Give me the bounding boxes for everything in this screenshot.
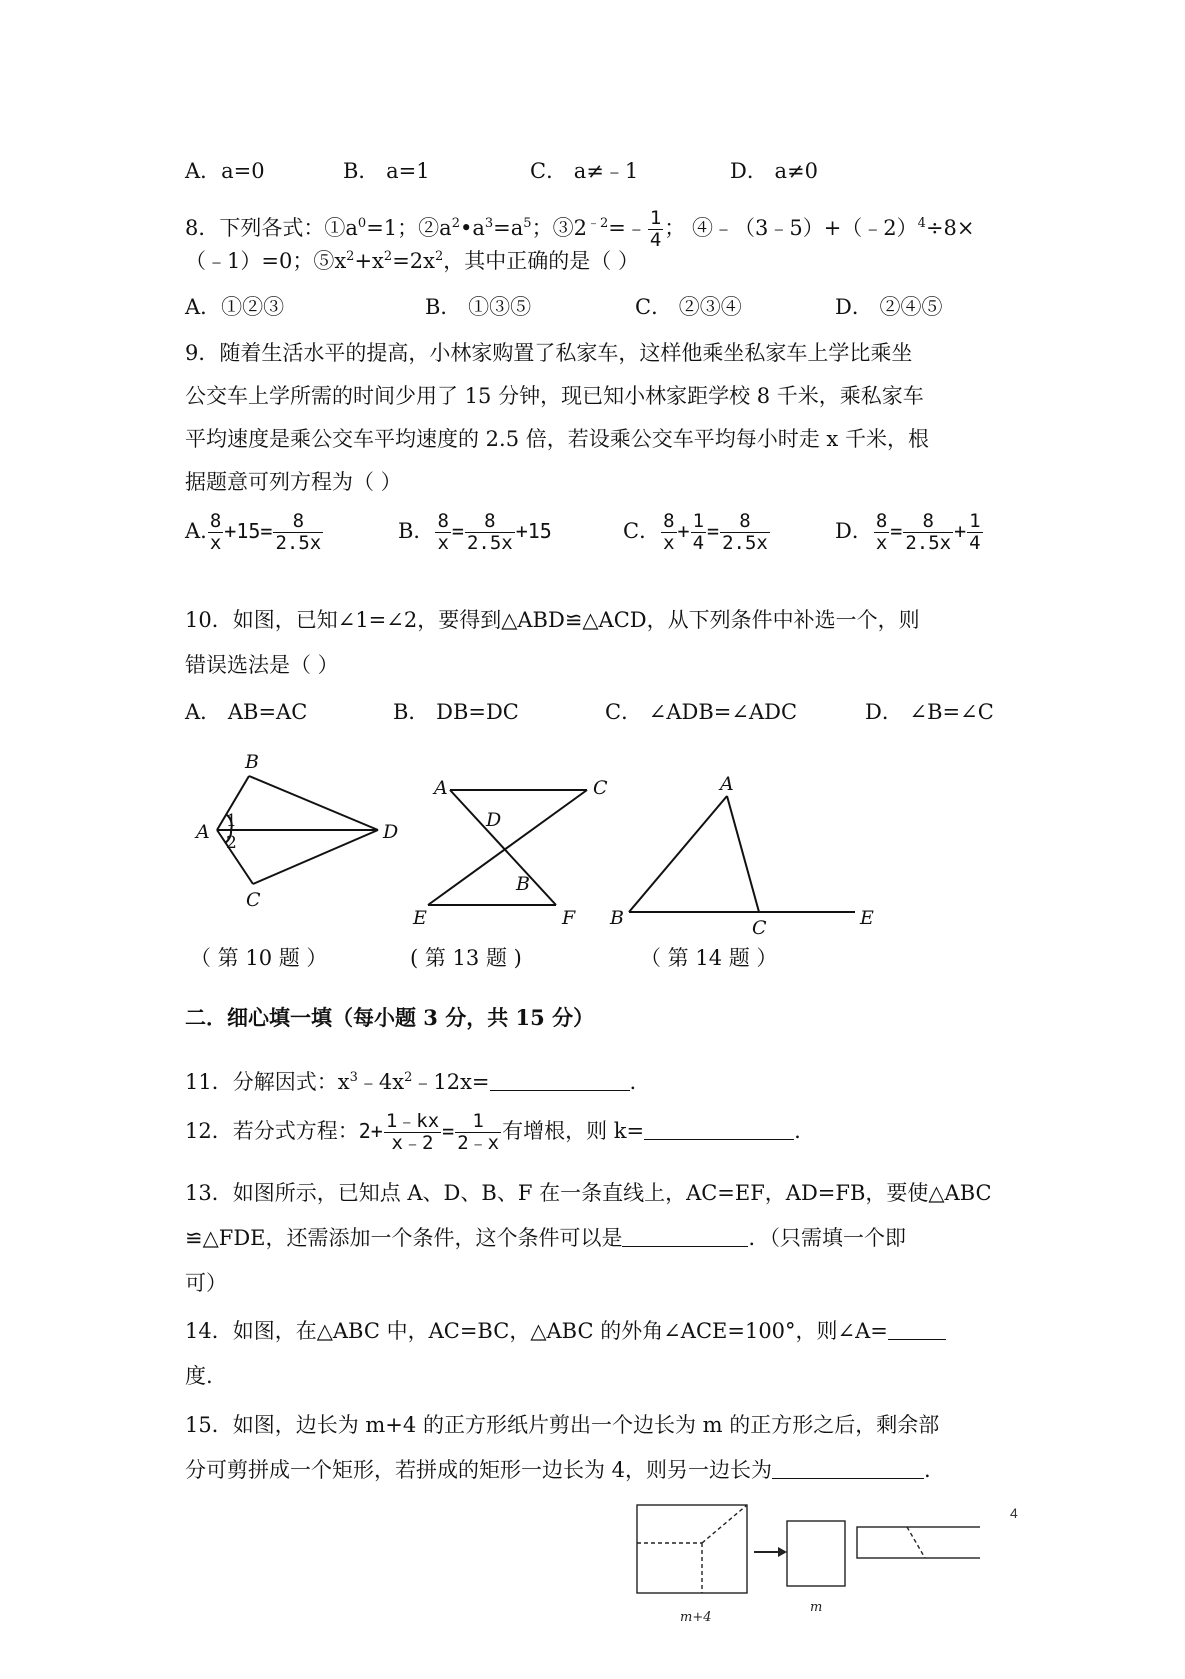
q13-line-3: 可） (185, 1271, 227, 1295)
fig10-label-1: 1 (226, 811, 237, 831)
q12-lead: 2+ (358, 1119, 383, 1143)
q10-option-c: C． ∠ADB=∠ADC (605, 700, 798, 724)
q13-line-1: 13．如图所示，已知点 A、D、B、F 在一条直线上，AC=EF，AD=FB，要使△ABC (185, 1181, 992, 1205)
q9-optC-n2: 1 (692, 510, 705, 532)
q9-optD-label: D． (835, 519, 873, 543)
q12-d2: 2﹣x (457, 1132, 500, 1154)
q15-line2-text: 分可剪拼成一个矩形，若拼成的矩形一边长为 4，则另一边长为 (185, 1458, 773, 1482)
q8-item2: ②a (418, 216, 452, 240)
q14-line-1 (185, 1316, 946, 1346)
q9-optD-d2: 2.5x (905, 532, 952, 554)
fig15-label-4: 4 (1010, 1505, 1018, 1521)
q9-optC-d3: 2.5x (722, 532, 768, 554)
fig14-segment-ab (629, 796, 727, 912)
fig10-segment-bd (249, 776, 378, 830)
q7-option-d: D． a≠0 (730, 159, 818, 183)
q7-option-a: A．a=0 (185, 159, 265, 183)
fig14-segment-ac (727, 796, 759, 912)
q15-line-2 (185, 1455, 931, 1485)
q9-optC-d2: 4 (692, 532, 705, 554)
q8-item2-sup3: 5 (523, 216, 532, 231)
q9-optB-n2: 8 (465, 511, 515, 533)
fig10-label-2: 2 (226, 833, 237, 853)
fig10-caption: （ 第 10 题 ） (190, 946, 328, 970)
fig10-label-c: C (246, 889, 261, 911)
q11-sup2: 2 (404, 1070, 413, 1085)
fig14-label-b: B (610, 907, 624, 929)
q9-line-2: 公交车上学所需的时间少用了 15 分钟，现已知小林家距学校 8 千米，乘私家车 (185, 384, 924, 408)
q7-option-b: B． a=1 (343, 159, 430, 183)
q13-line2b: ．（只需填一个即 (748, 1226, 906, 1250)
q11-answer-blank[interactable] (490, 1068, 630, 1091)
figure-14 (629, 796, 855, 912)
q9-optC-label: C． (623, 519, 661, 543)
fig13-segment-ce (428, 790, 587, 905)
q8-item4: ④﹣（3﹣5）+（﹣2） (691, 216, 918, 240)
q12-answer-blank[interactable] (644, 1117, 794, 1140)
q9-line-4: 据题意可列方程为（ ） (185, 470, 402, 494)
q8-option-b: B． ①③⑤ (425, 295, 532, 319)
fig15-rect-cut (907, 1527, 925, 1558)
q9-line-3: 平均速度是乘公交车平均速度的 2.5 倍，若设乘公交车平均每小时走 x 千米，根 (185, 427, 929, 451)
fig10-segment-cd (253, 830, 378, 884)
fig15-label-m-plus-4: m+4 (680, 1610, 712, 1625)
q12-a: 12．若分式方程： (185, 1119, 359, 1143)
q7-option-c: C． a≠﹣1 (530, 159, 639, 183)
q8-line2-d: ，其中正确的是（ ） (443, 249, 639, 273)
q14-line-2: 度. (185, 1364, 213, 1388)
q9-optA-label: A. (185, 519, 207, 543)
q13-answer-blank[interactable] (622, 1224, 748, 1247)
fig13-segment-af (450, 790, 556, 905)
q15-end: . (924, 1458, 931, 1482)
figure-13 (428, 790, 587, 905)
fig15-arrow-head (778, 1547, 787, 1557)
q11-a: 11．分解因式：x (185, 1070, 350, 1094)
q10-line-1: 10．如图，已知∠1=∠2，要得到△ABD≌△ACD，从下列条件中补选一个，则 (185, 608, 920, 632)
q14-answer-blank[interactable] (888, 1317, 946, 1340)
q11-sup1: 3 (349, 1070, 358, 1085)
q12-tail: 有增根，则 k= (502, 1119, 645, 1143)
q12-eq: = (442, 1119, 455, 1143)
q8-item4-tail: ÷8× (925, 216, 975, 240)
fig13-label-b: B (516, 873, 530, 895)
fig15-cut-diagonal (702, 1505, 747, 1543)
fig15-label-m: m (810, 1600, 823, 1615)
q9-optC-mid: = (707, 519, 720, 543)
q9-optD-n2: 8 (903, 511, 953, 533)
q11-line (185, 1067, 636, 1097)
q8-item4-sup: 4 (917, 216, 926, 231)
q8-option-d: D． ②④⑤ (835, 295, 943, 319)
q9-optD-d1: x (875, 532, 888, 554)
q8-line2-sup1: 2 (346, 249, 355, 264)
figure-15 (620, 1500, 980, 1630)
q11-b: ﹣4x (357, 1070, 405, 1094)
q9-optC-n1: 8 (663, 510, 675, 532)
q10-option-a: A． AB=AC (185, 700, 308, 724)
fig10-label-b: B (245, 751, 259, 773)
q9-optB-label: B． (398, 519, 435, 543)
figure-10 (217, 776, 378, 884)
q12-n1: 1﹣kx (385, 1110, 440, 1132)
q9-optB-d1: x (437, 532, 449, 554)
fig15-small-square (787, 1521, 845, 1586)
q8-line2-sup2: 2 (383, 249, 393, 264)
q9-optB-n1: 8 (437, 510, 449, 532)
q8-item1-sup: 0 (357, 216, 367, 231)
fig13-label-c: C (593, 777, 608, 799)
q8-item1: ①a (324, 216, 358, 240)
q9-optD-n1: 8 (875, 510, 888, 532)
q9-optB-d2: 2.5x (466, 532, 513, 554)
fig14-label-a: A (720, 773, 734, 795)
q12-n2: 1 (455, 1111, 501, 1133)
q8-item2-mid: •a (459, 216, 485, 240)
q15-line-1: 15．如图，边长为 m+4 的正方形纸片剪出一个边长为 m 的正方形之后，剩余部 (185, 1413, 940, 1437)
q9-optD-n3: 1 (969, 510, 981, 532)
q9-optD-d3: 4 (969, 532, 981, 554)
q8-item3-num: 1 (649, 207, 662, 229)
q8-option-c: C． ②③④ (635, 295, 742, 319)
q9-optA-d1: x (209, 532, 222, 554)
q8-line2-c: =2x (392, 249, 435, 273)
q12-d1: x﹣2 (391, 1132, 434, 1154)
q8-item3-sup: ﹣2 (586, 216, 609, 231)
q13-line-2 (185, 1223, 906, 1253)
q8-option-a: A．①②③ (185, 295, 285, 319)
fig13-label-d: D (486, 809, 502, 831)
q9-optB-mid: = (451, 519, 464, 543)
q9-line-1: 9．随着生活水平的提高，小林家购置了私家车，这样他乘坐私家车上学比乘坐 (185, 341, 913, 365)
q13-line2a: ≌△FDE，还需添加一个条件，这个条件可以是 (185, 1226, 623, 1250)
q11-c: ﹣12x= (412, 1070, 490, 1094)
q8-item3-den: 4 (649, 229, 662, 251)
fig15-rectangle (857, 1527, 980, 1558)
q12-line (185, 1108, 801, 1154)
q9-optD-plus: + (954, 519, 967, 543)
q14-line1-text: 14．如图，在△ABC 中，AC=BC，△ABC 的外角∠ACE=100°，则∠A= (185, 1319, 888, 1343)
q8-item3: ③2 (552, 216, 587, 240)
q9-optA-d2: 2.5x (275, 532, 322, 554)
fig13-label-a: A (434, 777, 448, 799)
q9-optD-mid: = (890, 519, 903, 543)
q9-optA-mid: +15= (224, 519, 273, 543)
q8-item3-tail: ； (664, 216, 686, 240)
fig13-label-f: F (562, 907, 576, 929)
fig13-caption: ( 第 13 题 ) (410, 946, 522, 970)
q9-optA-n2: 8 (273, 511, 323, 533)
q8-lead: 8．下列各式： (185, 216, 325, 240)
fig14-label-c: C (752, 917, 767, 939)
q8-item1-tail: =1； (366, 216, 419, 240)
q9-optC-d1: x (663, 532, 675, 554)
q12-end: . (794, 1119, 801, 1143)
q8-line2-b: +x (354, 249, 384, 273)
q8-item2-eq: =a (493, 216, 524, 240)
q10-option-d: D． ∠B=∠C (865, 700, 994, 724)
q8-item3-eq: =﹣ (608, 216, 647, 240)
q8-item2-tail: ； (531, 216, 553, 240)
q9-optC-plus: + (677, 519, 690, 543)
q15-answer-blank[interactable] (772, 1456, 924, 1479)
q11-end: . (629, 1070, 637, 1094)
q8-item2-sup2: 3 (484, 216, 494, 231)
q10-line-2: 错误选法是（ ） (185, 653, 339, 677)
fig13-label-e: E (413, 907, 427, 929)
fig10-label-d: D (383, 821, 399, 843)
q10-option-b: B． DB=DC (393, 700, 519, 724)
q8-line2-sup3: 2 (435, 249, 444, 264)
fig10-label-a: A (196, 821, 210, 843)
q8-item2-sup1: 2 (451, 216, 460, 231)
section2-heading: 二．细心填一填（每小题 3 分，共 15 分） (185, 1005, 595, 1030)
q9-optC-n3: 8 (720, 511, 770, 533)
fig14-label-e: E (860, 907, 874, 929)
q9-optA-n1: 8 (209, 510, 222, 532)
fig14-caption: （ 第 14 题 ） (640, 946, 778, 970)
q9-optB-tail: +15 (515, 519, 552, 543)
q8-line2-a: （﹣1）=0；⑤x (185, 249, 347, 273)
